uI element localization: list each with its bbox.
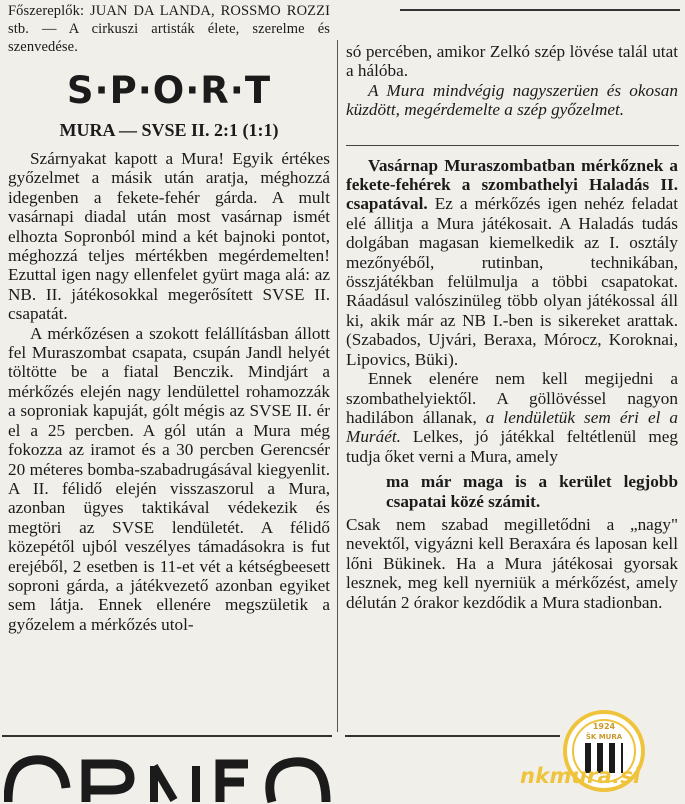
match-report-paragraph-3: só percében, amikor Zelkó szép lövése talál utat a hálóba. bbox=[346, 42, 678, 81]
bottom-rule-right bbox=[345, 735, 560, 737]
preview-paragraph-1-rest: Ez a mérkőzés igen nehéz feladat elé állitja a Mura játékosait. A Haladás tudás dolgában magasan kiemelkedik az I. osztály mezőnyéből, rutinban, technikában, összjátékban felülmulja a többi csapatokat. Ráadásul valószinüleg több olyan játékossal áll ki, akik már az NB I.-ben is sikereket arattak. (Szabados, Ujvári, Beraxa, Mórocz, Koroknai, Lipovics, Büki). bbox=[346, 194, 679, 369]
match-report-closing: A Mura mindvégig nagyszerüen és okosan küzdött, megérdemelte a szép győzelmet. bbox=[346, 80, 678, 120]
column-rule-top bbox=[400, 9, 680, 11]
preview-paragraph-1 bbox=[346, 156, 678, 369]
preview-lead: Vasárnap Muraszombatban mérkőznek a fekete-fehérek a szombathelyi Haladás II. csapatával. bbox=[346, 155, 678, 214]
crest-name: ŠK MURA bbox=[585, 733, 623, 741]
preview-p2-start: Ennek elenére nem kell megijedni a szombathelyiektől. A göllövéssel nagyon hadilábon állanak, bbox=[346, 369, 678, 427]
match-report-paragraph-2: A mérkőzésen a szokott felállításban állott fel Muraszombat csapata, csupán Jandl helyét töltötte be a fiatal Benczik. Mindjárt a mérkőzés elején nagy lendülettel rohamozzák a soproniak kapuját, gólt mégis az SVSE II. ér el a 25 percben. A gól után a Mura még fokozza az iramot és a 30 percben Gerencsér 20 méteres bomba-szabadrugásával kiegyenlit. A II. félidő elején visszaszorul a Mura, azonban ügyes taktikával védekezik és megtöri az SVSE lendületét. A félidő közepétől ujból veszélyes támadásokra is fut erejéből, 2 esetben is 11-et vét a kétségbeesett soproni gárda, a játékvezető azonban egyiket sem látja. Ennek ellenére megszületik a győzelem a mérkőzés utol- bbox=[8, 323, 330, 634]
preview-p2-end: Lelkes, jó játékkal feltétlenül meg tudja őket verni a Mura, amely bbox=[346, 427, 678, 466]
match-headline: MURA — SVSE II. 2:1 (1:1) bbox=[59, 120, 279, 140]
crest-year: 1924 bbox=[592, 722, 616, 731]
preview-callout: ma már maga is a kerület legjobb csapatai közé számit. bbox=[386, 472, 678, 511]
match-report-paragraph-1: Szárnyakat kapott a Mura! Egyik értékes győzelmet a másik után aratja, méghozzá idegenben a fekete-fehér gárda. A mult vasárnapi diadal után most vasárnap ismét elhozta Sopronból mind a két bajnoki pontot, méghozzá teljes mértékben megérdemelten! Ezuttal igen nagy ellenfelet gyürt maga alá: az NB. II. játékosokkal megerősített SVSE II. csapatát. bbox=[8, 149, 330, 324]
film-credits bbox=[8, 2, 330, 56]
match-report-continued bbox=[346, 42, 678, 120]
left-column bbox=[8, 2, 330, 634]
column-divider bbox=[337, 40, 338, 732]
credits-text: Főszereplők: JUAN DA LANDA, ROSSMO ROZZI stb. — A cirkuszi artisták élete, szerelme és szenvedése. bbox=[8, 3, 330, 55]
match-report bbox=[8, 149, 330, 634]
preview-p2-italic: a lendületük sem éri el a Muráét. bbox=[346, 407, 678, 447]
sport-section-title: S·P·O·R·T bbox=[66, 69, 272, 112]
preview-paragraph-2 bbox=[346, 369, 678, 466]
preview-article bbox=[346, 156, 678, 612]
right-column bbox=[346, 42, 678, 612]
site-watermark: nkmura.si bbox=[520, 764, 641, 788]
preview-paragraph-3: Csak nem szabad megilletődni a „nagy" nevektől, vigyázni kell Beraxára és laposan kell lőni Bükinek. Ha a Mura játékosai gyorsak lesznek, meg kell nyerniük a mérkőzést, amely délután 2 órakor kezdődik a Mura stadionban. bbox=[346, 514, 678, 612]
bottom-rule-left bbox=[2, 735, 332, 737]
cropped-advert-lettering bbox=[4, 744, 334, 804]
